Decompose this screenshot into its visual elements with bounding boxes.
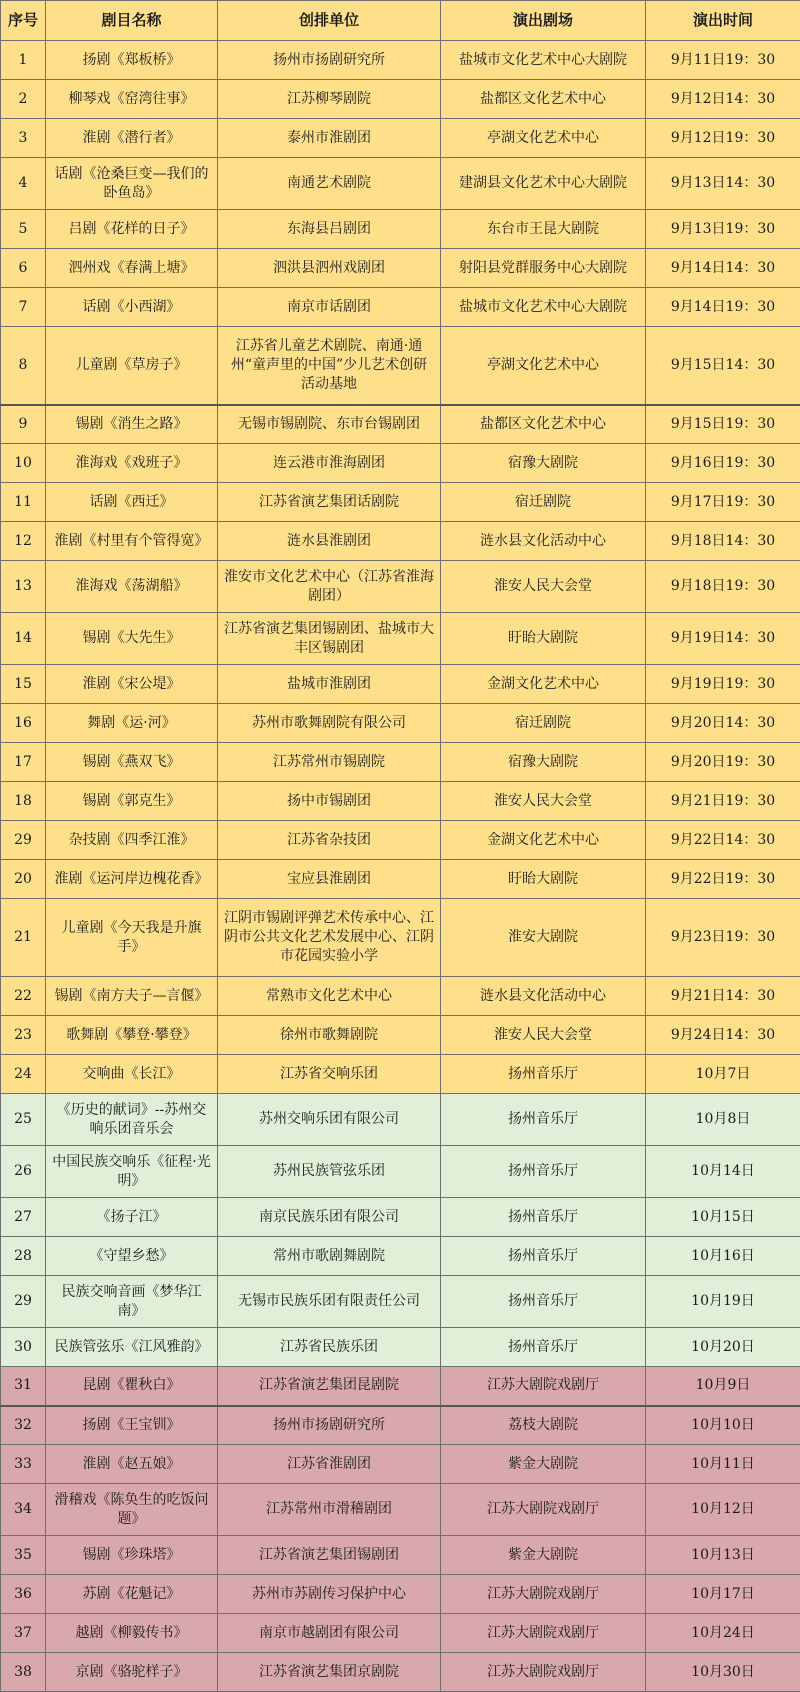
row-number-cell: 2 bbox=[1, 80, 46, 119]
producer-cell: 连云港市淮海剧团 bbox=[218, 444, 441, 483]
producer-cell: 盐城市淮剧团 bbox=[218, 665, 441, 704]
play-name-cell: 《守望乡愁》 bbox=[46, 1237, 218, 1276]
row-number-cell: 17 bbox=[1, 743, 46, 782]
row-number-cell: 15 bbox=[1, 665, 46, 704]
producer-cell: 江苏常州市滑稽剧团 bbox=[218, 1484, 441, 1536]
show-time-cell: 10月20日 bbox=[646, 1328, 800, 1367]
venue-cell: 紫金大剧院 bbox=[441, 1536, 646, 1575]
header-number: 序号 bbox=[1, 1, 46, 41]
show-time-cell: 9月17日19：30 bbox=[646, 483, 800, 522]
venue-cell: 扬州音乐厅 bbox=[441, 1146, 646, 1198]
producer-cell: 南京市越剧团有限公司 bbox=[218, 1614, 441, 1653]
row-number-cell: 29 bbox=[1, 821, 46, 860]
play-name-cell: 杂技剧《四季江淮》 bbox=[46, 821, 218, 860]
venue-cell: 江苏大剧院戏剧厅 bbox=[441, 1653, 646, 1692]
show-time-cell: 10月16日 bbox=[646, 1237, 800, 1276]
row-number-cell: 6 bbox=[1, 249, 46, 288]
table-row bbox=[1, 158, 800, 210]
table-header-row bbox=[1, 1, 800, 41]
table-row bbox=[1, 977, 800, 1016]
table-row bbox=[1, 1016, 800, 1055]
venue-cell: 宿豫大剧院 bbox=[441, 743, 646, 782]
table-row bbox=[1, 327, 800, 405]
venue-cell: 东台市王昆大剧院 bbox=[441, 210, 646, 249]
table-row bbox=[1, 1653, 800, 1692]
row-number-cell: 12 bbox=[1, 522, 46, 561]
table-row bbox=[1, 41, 800, 80]
producer-cell: 东海县吕剧团 bbox=[218, 210, 441, 249]
producer-cell: 徐州市歌舞剧院 bbox=[218, 1016, 441, 1055]
venue-cell: 宿迁剧院 bbox=[441, 483, 646, 522]
producer-cell: 常州市歌剧舞剧院 bbox=[218, 1237, 441, 1276]
play-name-cell: 儿童剧《草房子》 bbox=[46, 327, 218, 405]
producer-cell: 扬中市锡剧团 bbox=[218, 782, 441, 821]
row-number-cell: 31 bbox=[1, 1367, 46, 1406]
row-number-cell: 38 bbox=[1, 1653, 46, 1692]
producer-cell: 江苏省演艺集团昆剧院 bbox=[218, 1367, 441, 1406]
producer-cell: 江苏省儿童艺术剧院、南通·通州“童声里的中国”少儿艺术创研活动基地 bbox=[218, 327, 441, 405]
venue-cell: 宿豫大剧院 bbox=[441, 444, 646, 483]
venue-cell: 金湖文化艺术中心 bbox=[441, 665, 646, 704]
play-name-cell: 民族管弦乐《江风雅韵》 bbox=[46, 1328, 218, 1367]
show-time-cell: 9月12日19：30 bbox=[646, 119, 800, 158]
show-time-cell: 10月8日 bbox=[646, 1094, 800, 1146]
venue-cell: 荔枝大剧院 bbox=[441, 1406, 646, 1445]
play-name-cell: 京剧《骆驼样子》 bbox=[46, 1653, 218, 1692]
play-name-cell: 《历史的献词》--苏州交响乐团音乐会 bbox=[46, 1094, 218, 1146]
show-time-cell: 9月20日19：30 bbox=[646, 743, 800, 782]
table-row bbox=[1, 613, 800, 665]
row-number-cell: 11 bbox=[1, 483, 46, 522]
venue-cell: 扬州音乐厅 bbox=[441, 1198, 646, 1237]
producer-cell: 江苏省淮剧团 bbox=[218, 1445, 441, 1484]
row-number-cell: 34 bbox=[1, 1484, 46, 1536]
play-name-cell: 锡剧《消生之路》 bbox=[46, 405, 218, 444]
producer-cell: 宝应县淮剧团 bbox=[218, 860, 441, 899]
play-name-cell: 淮剧《运河岸边槐花香》 bbox=[46, 860, 218, 899]
table-row bbox=[1, 288, 800, 327]
show-time-cell: 10月13日 bbox=[646, 1536, 800, 1575]
play-name-cell: 儿童剧《今天我是升旗手》 bbox=[46, 899, 218, 977]
play-name-cell: 扬剧《郑板桥》 bbox=[46, 41, 218, 80]
producer-cell: 江苏省民族乐团 bbox=[218, 1328, 441, 1367]
play-name-cell: 中国民族交响乐《征程·光明》 bbox=[46, 1146, 218, 1198]
show-time-cell: 9月24日14：30 bbox=[646, 1016, 800, 1055]
play-name-cell: 淮剧《赵五娘》 bbox=[46, 1445, 218, 1484]
producer-cell: 淮安市文化艺术中心（江苏省淮海剧团） bbox=[218, 561, 441, 613]
table-row bbox=[1, 483, 800, 522]
table-row bbox=[1, 1237, 800, 1276]
table-row bbox=[1, 444, 800, 483]
play-name-cell: 话剧《小西湖》 bbox=[46, 288, 218, 327]
play-name-cell: 锡剧《郭克生》 bbox=[46, 782, 218, 821]
table-row bbox=[1, 1328, 800, 1367]
venue-cell: 亭湖文化艺术中心 bbox=[441, 119, 646, 158]
row-number-cell: 9 bbox=[1, 405, 46, 444]
show-time-cell: 10月14日 bbox=[646, 1146, 800, 1198]
producer-cell: 南通艺术剧院 bbox=[218, 158, 441, 210]
producer-cell: 苏州市苏剧传习保护中心 bbox=[218, 1575, 441, 1614]
producer-cell: 无锡市民族乐团有限责任公司 bbox=[218, 1276, 441, 1328]
play-name-cell: 越剧《柳毅传书》 bbox=[46, 1614, 218, 1653]
show-time-cell: 9月11日19：30 bbox=[646, 41, 800, 80]
producer-cell: 南京民族乐团有限公司 bbox=[218, 1198, 441, 1237]
row-number-cell: 3 bbox=[1, 119, 46, 158]
table-row bbox=[1, 561, 800, 613]
producer-cell: 扬州市扬剧研究所 bbox=[218, 41, 441, 80]
table-row bbox=[1, 821, 800, 860]
play-name-cell: 柳琴戏《窑湾往事》 bbox=[46, 80, 218, 119]
play-name-cell: 歌舞剧《攀登·攀登》 bbox=[46, 1016, 218, 1055]
producer-cell: 苏州市歌舞剧院有限公司 bbox=[218, 704, 441, 743]
play-name-cell: 昆剧《瞿秋白》 bbox=[46, 1367, 218, 1406]
row-number-cell: 18 bbox=[1, 782, 46, 821]
play-name-cell: 民族交响音画《梦华江南》 bbox=[46, 1276, 218, 1328]
venue-cell: 扬州音乐厅 bbox=[441, 1328, 646, 1367]
producer-cell: 江苏省杂技团 bbox=[218, 821, 441, 860]
show-time-cell: 9月15日19：30 bbox=[646, 405, 800, 444]
venue-cell: 紫金大剧院 bbox=[441, 1445, 646, 1484]
producer-cell: 江苏省演艺集团话剧院 bbox=[218, 483, 441, 522]
venue-cell: 淮安人民大会堂 bbox=[441, 782, 646, 821]
play-name-cell: 淮海戏《荡湖船》 bbox=[46, 561, 218, 613]
table-row bbox=[1, 782, 800, 821]
row-number-cell: 28 bbox=[1, 1237, 46, 1276]
show-time-cell: 10月11日 bbox=[646, 1445, 800, 1484]
venue-cell: 扬州音乐厅 bbox=[441, 1237, 646, 1276]
row-number-cell: 1 bbox=[1, 41, 46, 80]
table-row bbox=[1, 1484, 800, 1536]
producer-cell: 扬州市扬剧研究所 bbox=[218, 1406, 441, 1445]
show-time-cell: 9月22日19：30 bbox=[646, 860, 800, 899]
venue-cell: 江苏大剧院戏剧厅 bbox=[441, 1367, 646, 1406]
play-name-cell: 锡剧《大先生》 bbox=[46, 613, 218, 665]
row-number-cell: 14 bbox=[1, 613, 46, 665]
venue-cell: 盱眙大剧院 bbox=[441, 860, 646, 899]
header-venue: 演出剧场 bbox=[441, 1, 646, 41]
table-row bbox=[1, 522, 800, 561]
row-number-cell: 7 bbox=[1, 288, 46, 327]
show-time-cell: 9月19日14：30 bbox=[646, 613, 800, 665]
show-time-cell: 9月19日19：30 bbox=[646, 665, 800, 704]
show-time-cell: 9月23日19：30 bbox=[646, 899, 800, 977]
table-row bbox=[1, 1055, 800, 1094]
venue-cell: 射阳县党群服务中心大剧院 bbox=[441, 249, 646, 288]
table-row bbox=[1, 899, 800, 977]
table-row bbox=[1, 1276, 800, 1328]
table-row bbox=[1, 119, 800, 158]
table-row bbox=[1, 1146, 800, 1198]
play-name-cell: 锡剧《燕双飞》 bbox=[46, 743, 218, 782]
venue-cell: 宿迁剧院 bbox=[441, 704, 646, 743]
venue-cell: 金湖文化艺术中心 bbox=[441, 821, 646, 860]
show-time-cell: 10月10日 bbox=[646, 1406, 800, 1445]
table-row bbox=[1, 1198, 800, 1237]
producer-cell: 泗洪县泗州戏剧团 bbox=[218, 249, 441, 288]
venue-cell: 淮安人民大会堂 bbox=[441, 1016, 646, 1055]
row-number-cell: 10 bbox=[1, 444, 46, 483]
venue-cell: 建湖县文化艺术中心大剧院 bbox=[441, 158, 646, 210]
producer-cell: 苏州交响乐团有限公司 bbox=[218, 1094, 441, 1146]
play-name-cell: 淮剧《潜行者》 bbox=[46, 119, 218, 158]
table-row bbox=[1, 704, 800, 743]
venue-cell: 盐城市文化艺术中心大剧院 bbox=[441, 41, 646, 80]
play-name-cell: 锡剧《珍珠塔》 bbox=[46, 1536, 218, 1575]
show-time-cell: 10月12日 bbox=[646, 1484, 800, 1536]
venue-cell: 亭湖文化艺术中心 bbox=[441, 327, 646, 405]
show-time-cell: 9月21日19：30 bbox=[646, 782, 800, 821]
play-name-cell: 舞剧《运·河》 bbox=[46, 704, 218, 743]
producer-cell: 江苏常州市锡剧院 bbox=[218, 743, 441, 782]
show-time-cell: 10月7日 bbox=[646, 1055, 800, 1094]
table-row bbox=[1, 210, 800, 249]
row-number-cell: 30 bbox=[1, 1328, 46, 1367]
play-name-cell: 话剧《西迁》 bbox=[46, 483, 218, 522]
row-number-cell: 22 bbox=[1, 977, 46, 1016]
producer-cell: 南京市话剧团 bbox=[218, 288, 441, 327]
row-number-cell: 32 bbox=[1, 1406, 46, 1445]
show-time-cell: 10月24日 bbox=[646, 1614, 800, 1653]
header-play-name: 剧目名称 bbox=[46, 1, 218, 41]
show-time-cell: 10月9日 bbox=[646, 1367, 800, 1406]
venue-cell: 涟水县文化活动中心 bbox=[441, 522, 646, 561]
table-row bbox=[1, 860, 800, 899]
play-name-cell: 吕剧《花样的日子》 bbox=[46, 210, 218, 249]
show-time-cell: 10月19日 bbox=[646, 1276, 800, 1328]
table-row bbox=[1, 1367, 800, 1406]
row-number-cell: 35 bbox=[1, 1536, 46, 1575]
venue-cell: 扬州音乐厅 bbox=[441, 1276, 646, 1328]
row-number-cell: 16 bbox=[1, 704, 46, 743]
show-time-cell: 9月14日14：30 bbox=[646, 249, 800, 288]
row-number-cell: 5 bbox=[1, 210, 46, 249]
play-name-cell: 泗州戏《春满上塘》 bbox=[46, 249, 218, 288]
row-number-cell: 29 bbox=[1, 1276, 46, 1328]
producer-cell: 泰州市淮剧团 bbox=[218, 119, 441, 158]
row-number-cell: 37 bbox=[1, 1614, 46, 1653]
table-body bbox=[1, 41, 800, 1692]
row-number-cell: 21 bbox=[1, 899, 46, 977]
venue-cell: 江苏大剧院戏剧厅 bbox=[441, 1484, 646, 1536]
play-name-cell: 话剧《沧桑巨变—我们的卧鱼岛》 bbox=[46, 158, 218, 210]
venue-cell: 盐都区文化艺术中心 bbox=[441, 80, 646, 119]
show-time-cell: 9月18日14：30 bbox=[646, 522, 800, 561]
table-row bbox=[1, 249, 800, 288]
producer-cell: 江苏省演艺集团锡剧团、盐城市大丰区锡剧团 bbox=[218, 613, 441, 665]
show-time-cell: 9月22日14：30 bbox=[646, 821, 800, 860]
venue-cell: 扬州音乐厅 bbox=[441, 1055, 646, 1094]
producer-cell: 无锡市锡剧院、东市台锡剧团 bbox=[218, 405, 441, 444]
show-time-cell: 9月16日19：30 bbox=[646, 444, 800, 483]
row-number-cell: 4 bbox=[1, 158, 46, 210]
show-time-cell: 9月18日19：30 bbox=[646, 561, 800, 613]
producer-cell: 江阴市锡剧评弹艺术传承中心、江阴市公共文化艺术发展中心、江阴市花园实验小学 bbox=[218, 899, 441, 977]
show-time-cell: 9月21日14：30 bbox=[646, 977, 800, 1016]
table-row bbox=[1, 1445, 800, 1484]
row-number-cell: 27 bbox=[1, 1198, 46, 1237]
row-number-cell: 25 bbox=[1, 1094, 46, 1146]
play-name-cell: 淮剧《村里有个管得宽》 bbox=[46, 522, 218, 561]
play-name-cell: 扬剧《王宝钏》 bbox=[46, 1406, 218, 1445]
show-time-cell: 10月17日 bbox=[646, 1575, 800, 1614]
producer-cell: 江苏柳琴剧院 bbox=[218, 80, 441, 119]
play-name-cell: 锡剧《南方夫子—言偃》 bbox=[46, 977, 218, 1016]
show-time-cell: 9月12日14：30 bbox=[646, 80, 800, 119]
venue-cell: 淮安大剧院 bbox=[441, 899, 646, 977]
venue-cell: 扬州音乐厅 bbox=[441, 1094, 646, 1146]
table-row bbox=[1, 1536, 800, 1575]
row-number-cell: 24 bbox=[1, 1055, 46, 1094]
venue-cell: 淮安人民大会堂 bbox=[441, 561, 646, 613]
producer-cell: 涟水县淮剧团 bbox=[218, 522, 441, 561]
row-number-cell: 36 bbox=[1, 1575, 46, 1614]
play-name-cell: 淮剧《宋公堤》 bbox=[46, 665, 218, 704]
show-time-cell: 9月15日14：30 bbox=[646, 327, 800, 405]
table-row bbox=[1, 743, 800, 782]
play-name-cell: 交响曲《长江》 bbox=[46, 1055, 218, 1094]
table-row bbox=[1, 1575, 800, 1614]
play-name-cell: 滑稽戏《陈奂生的吃饭问题》 bbox=[46, 1484, 218, 1536]
table-row bbox=[1, 665, 800, 704]
row-number-cell: 33 bbox=[1, 1445, 46, 1484]
table-row bbox=[1, 1614, 800, 1653]
producer-cell: 江苏省交响乐团 bbox=[218, 1055, 441, 1094]
table-row bbox=[1, 405, 800, 444]
show-time-cell: 9月13日19：30 bbox=[646, 210, 800, 249]
header-time: 演出时间 bbox=[646, 1, 800, 41]
play-name-cell: 淮海戏《戏班子》 bbox=[46, 444, 218, 483]
table-row bbox=[1, 1406, 800, 1445]
venue-cell: 盱眙大剧院 bbox=[441, 613, 646, 665]
play-name-cell: 苏剧《花魁记》 bbox=[46, 1575, 218, 1614]
row-number-cell: 13 bbox=[1, 561, 46, 613]
table-row bbox=[1, 80, 800, 119]
venue-cell: 盐城市文化艺术中心大剧院 bbox=[441, 288, 646, 327]
producer-cell: 常熟市文化艺术中心 bbox=[218, 977, 441, 1016]
producer-cell: 苏州民族管弦乐团 bbox=[218, 1146, 441, 1198]
show-time-cell: 9月20日14：30 bbox=[646, 704, 800, 743]
row-number-cell: 20 bbox=[1, 860, 46, 899]
producer-cell: 江苏省演艺集团锡剧团 bbox=[218, 1536, 441, 1575]
play-name-cell: 《扬子江》 bbox=[46, 1198, 218, 1237]
row-number-cell: 26 bbox=[1, 1146, 46, 1198]
venue-cell: 盐都区文化艺术中心 bbox=[441, 405, 646, 444]
venue-cell: 涟水县文化活动中心 bbox=[441, 977, 646, 1016]
header-producer: 创排单位 bbox=[218, 1, 441, 41]
show-time-cell: 10月15日 bbox=[646, 1198, 800, 1237]
producer-cell: 江苏省演艺集团京剧院 bbox=[218, 1653, 441, 1692]
table-row bbox=[1, 1094, 800, 1146]
show-time-cell: 9月14日19：30 bbox=[646, 288, 800, 327]
show-time-cell: 10月30日 bbox=[646, 1653, 800, 1692]
row-number-cell: 23 bbox=[1, 1016, 46, 1055]
row-number-cell: 8 bbox=[1, 327, 46, 405]
venue-cell: 江苏大剧院戏剧厅 bbox=[441, 1614, 646, 1653]
show-time-cell: 9月13日14：30 bbox=[646, 158, 800, 210]
venue-cell: 江苏大剧院戏剧厅 bbox=[441, 1575, 646, 1614]
